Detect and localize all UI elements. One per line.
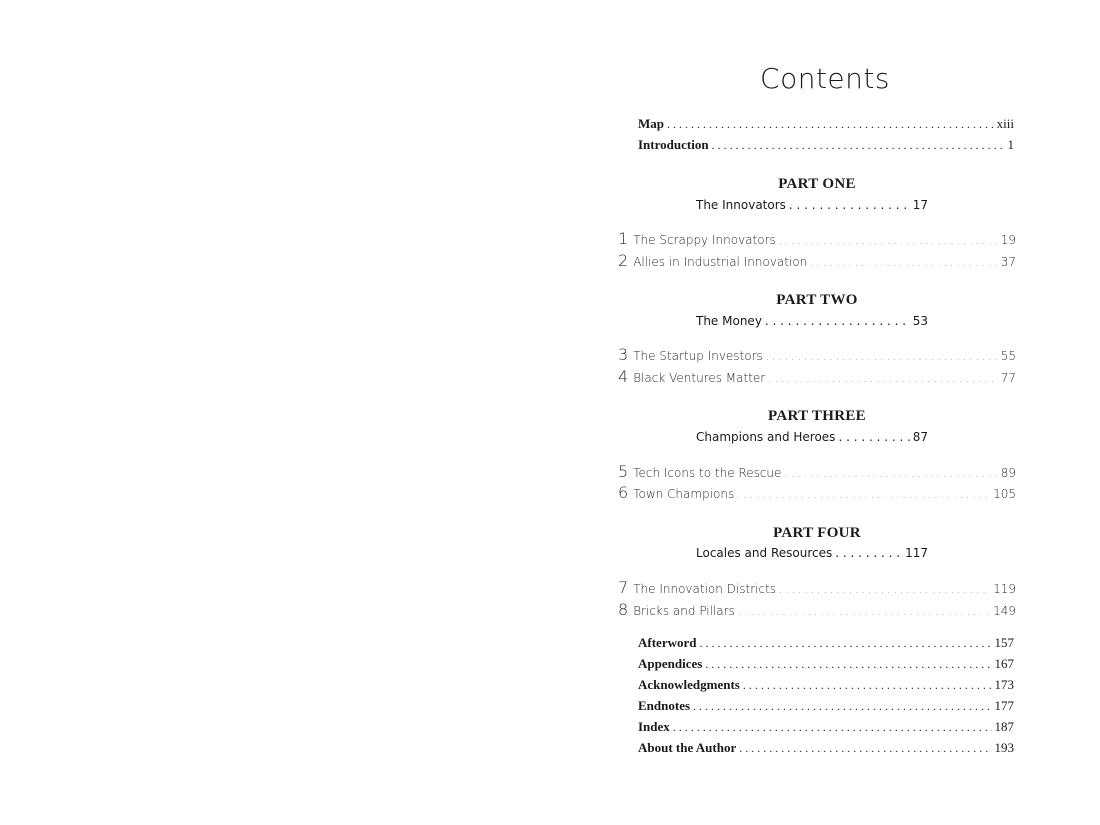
chapter-number: 2 <box>618 251 629 270</box>
dot-leader <box>705 657 991 672</box>
part-page: 17 <box>912 198 928 212</box>
toc-entry-label: Index <box>638 719 670 734</box>
dot-leader <box>743 678 992 693</box>
part-title-entry[interactable] <box>696 198 928 212</box>
toc-chapter-1[interactable] <box>618 229 1016 248</box>
dot-leader <box>739 741 991 756</box>
chapter-title: Bricks and Pillars <box>633 604 735 618</box>
toc-chapter-2[interactable] <box>618 251 1016 270</box>
toc-entry-label: About the Author <box>638 740 737 755</box>
toc-entry-acknowledgments[interactable] <box>638 677 1014 693</box>
dot-leader <box>712 138 1005 153</box>
chapter-page: 119 <box>993 582 1016 596</box>
chapter-number: 8 <box>618 600 629 619</box>
dot-leader <box>699 636 991 651</box>
toc-entry-about-the-author[interactable] <box>638 740 1014 756</box>
chapter-page: 105 <box>993 487 1016 501</box>
dot-leader <box>765 314 910 328</box>
dot-leader <box>667 117 994 132</box>
toc-chapter-5[interactable] <box>618 462 1016 481</box>
chapter-title: Town Champions <box>633 487 735 501</box>
dot-leader <box>768 374 997 385</box>
chapter-title: Allies in Industrial Innovation <box>633 255 808 269</box>
chapter-number: 5 <box>618 462 629 481</box>
dot-leader <box>835 546 902 560</box>
chapter-title: The Innovation Districts <box>633 582 777 596</box>
toc-chapter-7[interactable] <box>618 578 1016 597</box>
dot-leader <box>779 585 990 596</box>
toc-entry-label: Map <box>638 116 664 131</box>
toc-entry-index[interactable] <box>638 719 1014 735</box>
toc-entry-label: Introduction <box>638 137 709 152</box>
part-title-entry[interactable] <box>696 546 928 560</box>
part-title: Champions and Heroes <box>696 430 836 444</box>
part-page: 87 <box>912 430 928 444</box>
chapter-page: 149 <box>993 604 1016 618</box>
toc-entry-afterword[interactable] <box>638 635 1014 651</box>
toc-entry-page: 177 <box>994 698 1014 713</box>
toc-entry-map[interactable] <box>638 116 1014 132</box>
chapter-number: 4 <box>618 367 629 386</box>
part-page: 53 <box>912 314 928 328</box>
toc-entry-label: Appendices <box>638 656 703 671</box>
toc-chapter-3[interactable] <box>618 345 1016 364</box>
dot-leader <box>810 258 997 269</box>
dot-leader <box>673 720 992 735</box>
part-title-entry[interactable] <box>696 430 928 444</box>
chapter-number: 7 <box>618 578 629 597</box>
toc-entry-page: 157 <box>994 635 1014 650</box>
chapter-number: 6 <box>618 483 629 502</box>
toc-chapter-8[interactable] <box>618 600 1016 619</box>
part-heading: PART ONE <box>778 176 856 192</box>
toc-entry-appendices[interactable] <box>638 656 1014 672</box>
part-title: The Innovators <box>696 198 786 212</box>
page-title: Contents <box>760 62 890 95</box>
toc-chapter-4[interactable] <box>618 367 1016 386</box>
dot-leader <box>789 198 910 212</box>
dot-leader <box>838 430 909 444</box>
contents-page <box>550 0 1100 825</box>
part-page: 117 <box>905 546 928 560</box>
part-title: Locales and Resources <box>696 546 833 560</box>
toc-chapter-6[interactable] <box>618 483 1016 502</box>
chapter-number: 3 <box>618 345 629 364</box>
toc-entry-page: 167 <box>994 656 1014 671</box>
toc-entry-page: 187 <box>994 719 1014 734</box>
chapter-page: 77 <box>1000 371 1016 385</box>
dot-leader <box>766 352 998 363</box>
toc-entry-page: 1 <box>1007 137 1014 152</box>
chapter-title: Tech Icons to the Rescue <box>633 466 782 480</box>
part-title: The Money <box>696 314 762 328</box>
chapter-page: 19 <box>1000 233 1016 247</box>
toc-entry-label: Afterword <box>638 635 697 650</box>
toc-entry-introduction[interactable] <box>638 137 1014 153</box>
chapter-page: 55 <box>1000 349 1016 363</box>
part-heading: PART THREE <box>768 408 866 424</box>
chapter-page: 37 <box>1000 255 1016 269</box>
part-title-entry[interactable] <box>696 314 928 328</box>
dot-leader <box>693 699 991 714</box>
toc-entry-page: xiii <box>996 116 1014 131</box>
dot-leader <box>738 607 990 618</box>
chapter-number: 1 <box>618 229 629 248</box>
part-heading: PART FOUR <box>773 525 861 541</box>
chapter-title: The Startup Investors <box>633 349 763 363</box>
dot-leader <box>737 490 990 501</box>
toc-entry-page: 193 <box>994 740 1014 755</box>
dot-leader <box>784 469 997 480</box>
chapter-title: Black Ventures Matter <box>633 371 766 385</box>
chapter-page: 89 <box>1000 466 1016 480</box>
chapter-title: The Scrappy Innovators <box>633 233 776 247</box>
part-heading: PART TWO <box>776 292 858 308</box>
toc-entry-endnotes[interactable] <box>638 698 1014 714</box>
toc-entry-label: Acknowledgments <box>638 677 740 692</box>
toc-entry-page: 173 <box>994 677 1014 692</box>
toc-entry-label: Endnotes <box>638 698 691 713</box>
dot-leader <box>779 236 998 247</box>
